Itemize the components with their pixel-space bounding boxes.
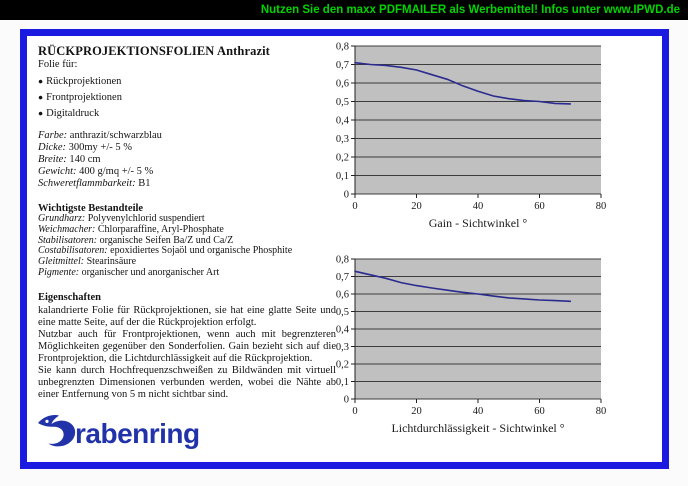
property-value: 300my +/- 5 %	[68, 142, 132, 153]
chart-axis-title: Gain - Sichtwinkel °	[428, 216, 528, 230]
svg-text:40: 40	[472, 201, 484, 212]
svg-text:80: 80	[595, 406, 607, 417]
pdfmailer-ad-banner[interactable]	[0, 0, 688, 20]
paragraph: Nutzbar auch für Frontprojektionen, wenn auch mit begrenzteren Möglichkeiten gegenüber den Sonderfolien. Gain bezieht sich auf die Frontprojektion, die Lichtdurchlässigkeit auf die Rückprojektion.	[38, 328, 336, 364]
property-value: B1	[138, 178, 151, 189]
property-row	[38, 154, 336, 166]
property-value: Chlorparaffine, Aryl-Phosphate	[97, 223, 224, 235]
property-label: Pigmente:	[38, 266, 82, 278]
property-value: Stearinsäure	[86, 256, 137, 268]
lichtdurchlaessigkeit-chart	[325, 253, 655, 453]
bullet-icon: ●	[38, 92, 44, 103]
property-value: 140 cm	[69, 154, 101, 165]
svg-text:0,8: 0,8	[335, 254, 349, 266]
page-title: RÜCKPROJEKTIONSFOLIEN Anthrazit	[38, 44, 270, 58]
bullet-label: Digitaldruck	[46, 108, 100, 119]
eigenschaften-heading: Eigenschaften	[38, 291, 101, 303]
property-label: Gleitmittel:	[38, 256, 87, 268]
svg-text:0: 0	[352, 201, 358, 212]
bestandteile-list	[38, 214, 336, 279]
property-row	[38, 166, 336, 178]
gain-chart	[325, 40, 655, 240]
property-label: Costabilisatoren:	[38, 245, 111, 257]
svg-text:0,2: 0,2	[335, 152, 349, 164]
logo-text-raben: raben	[75, 417, 149, 449]
bullet-icon: ●	[38, 108, 44, 119]
property-row	[38, 178, 336, 190]
property-label: Grundharz:	[38, 213, 88, 224]
svg-text:0: 0	[343, 394, 349, 406]
chart-axis-title: Lichtdurchlässigkeit - Sichtwinkel °	[391, 421, 565, 435]
svg-text:20: 20	[411, 406, 422, 417]
paragraph: kalandrierte Folie für Rückprojektionen, sie hat eine glatte Seite und eine matte Seite, auf der die Rückprojektion erfolgt.	[38, 304, 336, 328]
svg-text:60: 60	[534, 201, 545, 212]
rabenring-logo	[35, 412, 200, 455]
property-label: Dicke:	[38, 142, 69, 153]
svg-text:0,6: 0,6	[335, 289, 349, 301]
svg-text:0,2: 0,2	[335, 359, 349, 371]
svg-text:0: 0	[343, 189, 349, 201]
svg-text:0,5: 0,5	[335, 307, 349, 318]
svg-text:20: 20	[411, 201, 422, 212]
svg-text:80: 80	[595, 201, 607, 212]
svg-text:0,3: 0,3	[335, 342, 349, 353]
property-value: anthrazit/schwarzblau	[69, 130, 162, 141]
property-label: Breite:	[38, 154, 70, 165]
svg-text:0,7: 0,7	[335, 272, 349, 283]
svg-text:0,6: 0,6	[335, 78, 349, 90]
bullet-label: Rückprojektionen	[46, 76, 122, 87]
property-value: epoxidiertes Sojaöl und organische Phosphite	[110, 245, 293, 257]
property-row	[38, 268, 336, 279]
property-label: Farbe:	[38, 130, 70, 141]
property-value: organischer und anorganischer Art	[81, 266, 220, 278]
property-label: Schweretflammbarkeit:	[38, 178, 139, 189]
svg-text:0,3: 0,3	[335, 134, 349, 145]
property-row	[38, 130, 336, 142]
paragraph: Sie kann durch Hochfrequenzschweißen zu Bildwänden mit virtuell unbegrenzten Dimensionen verbunden werden, wobei die Nähte ab einer Entfernung von 5 m nicht sichtbar sind.	[38, 364, 336, 400]
property-row	[38, 142, 336, 154]
spec-list	[38, 130, 336, 190]
bestandteile-heading: Wichtigste Bestandteile	[38, 203, 144, 214]
bullet-item	[38, 92, 336, 103]
bullet-item	[38, 108, 336, 119]
bullet-label: Frontprojektionen	[46, 92, 122, 103]
svg-text:0,1: 0,1	[335, 171, 349, 182]
svg-text:0: 0	[352, 406, 358, 417]
svg-text:40: 40	[472, 406, 484, 417]
property-value: Polyvenylchlorid suspendiert	[87, 213, 205, 224]
chart-canvas	[325, 40, 655, 240]
svg-text:0,1: 0,1	[335, 377, 349, 388]
property-label: Weichmacher:	[38, 223, 98, 235]
svg-text:60: 60	[534, 406, 545, 417]
property-value: organische Seifen Ba/Z und Ca/Z	[99, 234, 234, 246]
svg-text:0,8: 0,8	[335, 41, 349, 53]
logo-text-ring: ring	[148, 417, 200, 449]
property-value: 400 g/mq +/- 5 %	[79, 166, 154, 177]
bullet-icon: ●	[38, 76, 44, 87]
svg-text:0,7: 0,7	[335, 60, 349, 71]
usage-bullet-list	[38, 76, 336, 119]
bullet-item	[38, 76, 336, 87]
chart-canvas	[325, 253, 655, 453]
svg-text:0,4: 0,4	[335, 324, 349, 336]
svg-text:0,4: 0,4	[335, 115, 349, 127]
subtitle: Folie für:	[38, 59, 78, 70]
svg-text:0,5: 0,5	[335, 97, 349, 108]
eigenschaften-text	[38, 305, 336, 401]
property-label: Stabilisatoren:	[38, 234, 100, 246]
document-page	[20, 29, 669, 469]
datasheet-text-column	[38, 44, 336, 401]
ad-banner-text: Nutzen Sie den maxx PDFMAILER als Werbemittel! Infos unter www.IPWD.de	[260, 4, 680, 16]
property-label: Gewicht:	[38, 166, 80, 177]
